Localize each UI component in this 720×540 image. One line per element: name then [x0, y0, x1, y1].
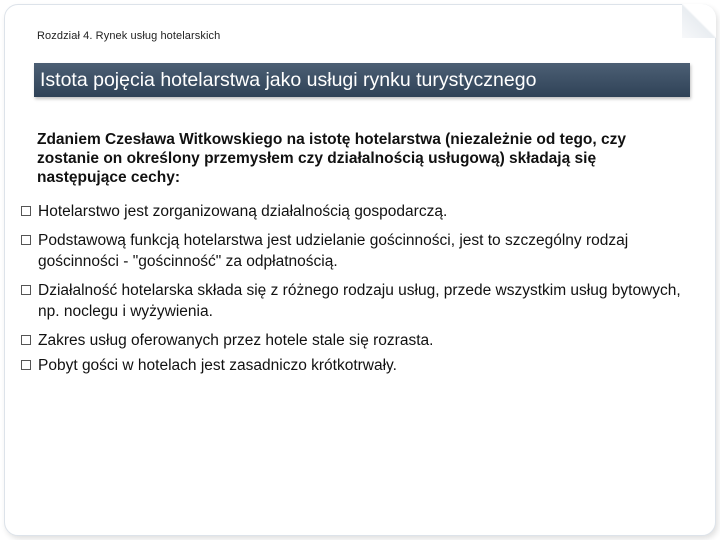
checkbox-bullet-icon — [21, 206, 31, 216]
bullet-item — [21, 330, 691, 351]
checkbox-bullet-icon — [21, 360, 31, 370]
bullet-text: Działalność hotelarska składa się z różnego rodzaju usług, przede wszystkim usług bytowych, np. noclegu i wyżywienia. — [38, 282, 681, 320]
bullet-text: Hotelarstwo jest zorganizowaną działalnością gospodarczą. — [38, 203, 448, 220]
checkbox-bullet-icon — [21, 285, 31, 295]
bullet-text: Podstawową funkcją hotelarstwa jest udzielanie gościnności, jest to szczególny rodzaj gościnności - "gościnność" za odpłatnością. — [38, 232, 629, 270]
bullet-item — [21, 230, 691, 272]
bullet-item — [21, 280, 691, 322]
checkbox-bullet-icon — [21, 335, 31, 345]
bullet-item — [21, 201, 691, 222]
chapter-header: Rozdział 4. Rynek usług hotelarskich — [37, 30, 221, 42]
bullet-item — [21, 355, 691, 376]
intro-paragraph: Zdaniem Czesława Witkowskiego na istotę hotelarstwa (niezależnie od tego, czy zostanie on określony przemysłem czy działalnością usługową) składają się następujące cechy: — [37, 131, 626, 186]
slide-title: Istota pojęcia hotelarstwa jako usługi rynku turystycznego — [40, 69, 537, 91]
bullet-text: Zakres usług oferowanych przez hotele stale się rozrasta. — [38, 332, 434, 349]
page-curl-decoration — [682, 4, 716, 38]
bullet-list — [21, 201, 691, 384]
checkbox-bullet-icon — [21, 235, 31, 245]
bullet-text: Pobyt gości w hotelach jest zasadniczo krótkotrwały. — [38, 357, 397, 374]
title-bar — [34, 63, 690, 97]
